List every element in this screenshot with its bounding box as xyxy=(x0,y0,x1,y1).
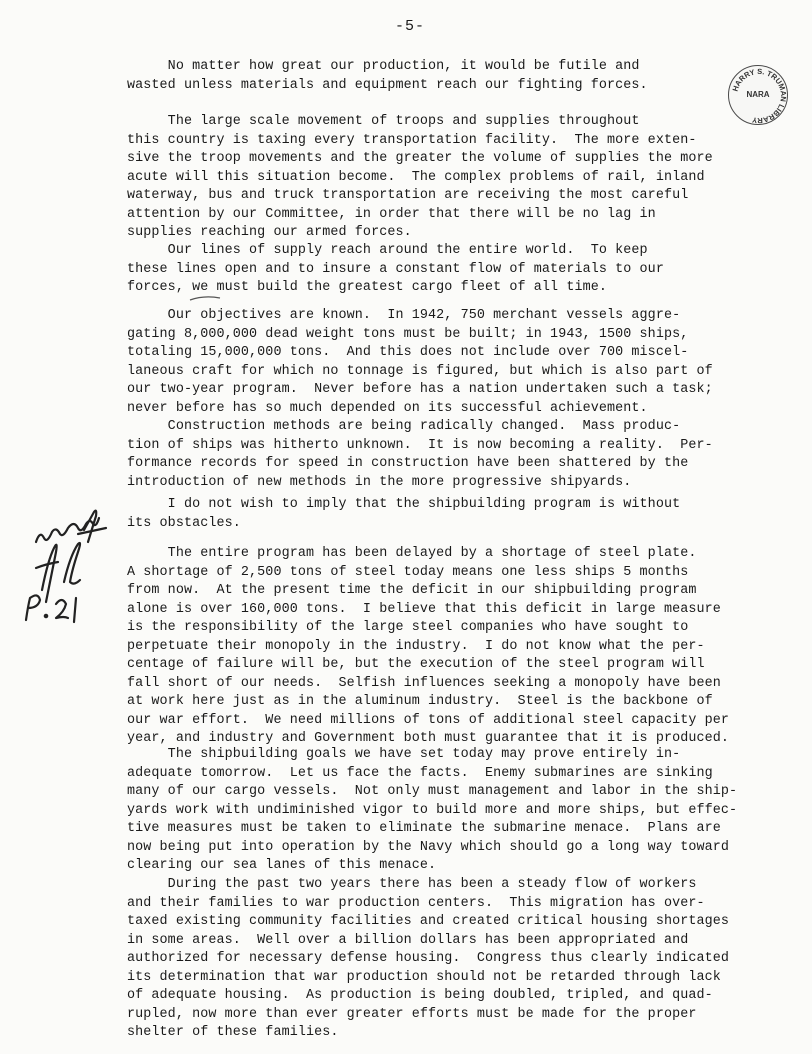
stamp-ring-label: HARRY S. TRUMAN LIBRARY xyxy=(730,66,789,126)
handwritten-margin-note xyxy=(14,490,124,625)
paragraph-transportation: The large scale movement of troops and supplies throughout this country is taxing every transportation facility. The more exten- sive the troop movements and the greater the volume of supplies the more acute will this situation become. The complex problems of rail, inland waterway, bus and truck transportation are receiving the most careful attention by our Committee, in order that there will be no lag in supplies reaching our armed forces. xyxy=(127,114,713,240)
stamp-center-text: NARA xyxy=(746,90,770,99)
paragraph-supply-lines: Our lines of supply reach around the entire world. To keep these lines open and to insure a constant flow of materials to our forces, we must build the greatest cargo fleet of all time. xyxy=(127,243,664,295)
paragraph-shipbuilding-goals: The shipbuilding goals we have set today may prove entirely in- adequate tomorrow. Let us face the facts. Enemy submarines are sinking many of our cargo vessels. Not only must management and labor in the ship- yards work with undiminished vigor to build more and more ships, but effec- tive measures must be taken to eliminate the submarine menace. Plans are now being put into operation by the Navy which should go a long way toward clearing our sea lanes of this menace. xyxy=(127,747,738,873)
paragraph-obstacles: I do not wish to imply that the shipbuilding program is without its obstacles. xyxy=(127,497,681,531)
page-number: -5- xyxy=(395,18,426,35)
paragraph-production: No matter how great our production, it would be futile and wasted unless materials and equipment reach our fighting forces. xyxy=(127,59,648,93)
paragraph-steel-shortage: The entire program has been delayed by a shortage of steel plate. A shortage of 2,500 tons of steel today means one less ships 5 months from now. At the present time the deficit in our shipbuilding program alone is over 160,000 tons. I believe that this deficit in large measure is the responsibility of the large steel companies who have sought to perpetuate their monopoly in the industry. I do not know what the per- centage of failure will be, but the execution of the steel program will fall short of our needs. Selfish influences seeking a monopoly have been at work here just as in the aluminum industry. Steel is the backbone of our war effort. We need millions of tons of additional steel capacity per year, and industry and Government both must guarantee that it is produced. xyxy=(127,546,730,746)
paragraph-objectives: Our objectives are known. In 1942, 750 merchant vessels aggre- gating 8,000,000 dead weight tons must be built; in 1943, 1500 ships, totaling 15,000,000 tons. And this does not include over 700 miscel- laneous craft for which no tonnage is figured, but which is also part of our two-year program. Never before has a nation undertaken such a task; never before has so much depended on its successful achievement. xyxy=(127,308,713,416)
archive-stamp xyxy=(728,65,788,125)
paragraph-construction-methods: Construction methods are being radically changed. Mass produc- tion of ships was hitherto unknown. It is now becoming a reality. Per- formance records for speed in construction have been shattered by the introduction of new methods in the more progressive shipyards. xyxy=(127,419,713,490)
paragraph-housing: During the past two years there has been a steady flow of workers and their families to war production centers. This migration has over- taxed existing community facilities and created critical housing shortages in some areas. Well over a billion dollars has been appropriated and authorized for necessary defense housing. Congress thus clearly indicated its determination that war production should not be retarded through lack of adequate housing. As production is being doubled, tripled, and quad- rupled, now more than ever greater efforts must be made for the proper shelter of these families. xyxy=(127,877,730,1040)
